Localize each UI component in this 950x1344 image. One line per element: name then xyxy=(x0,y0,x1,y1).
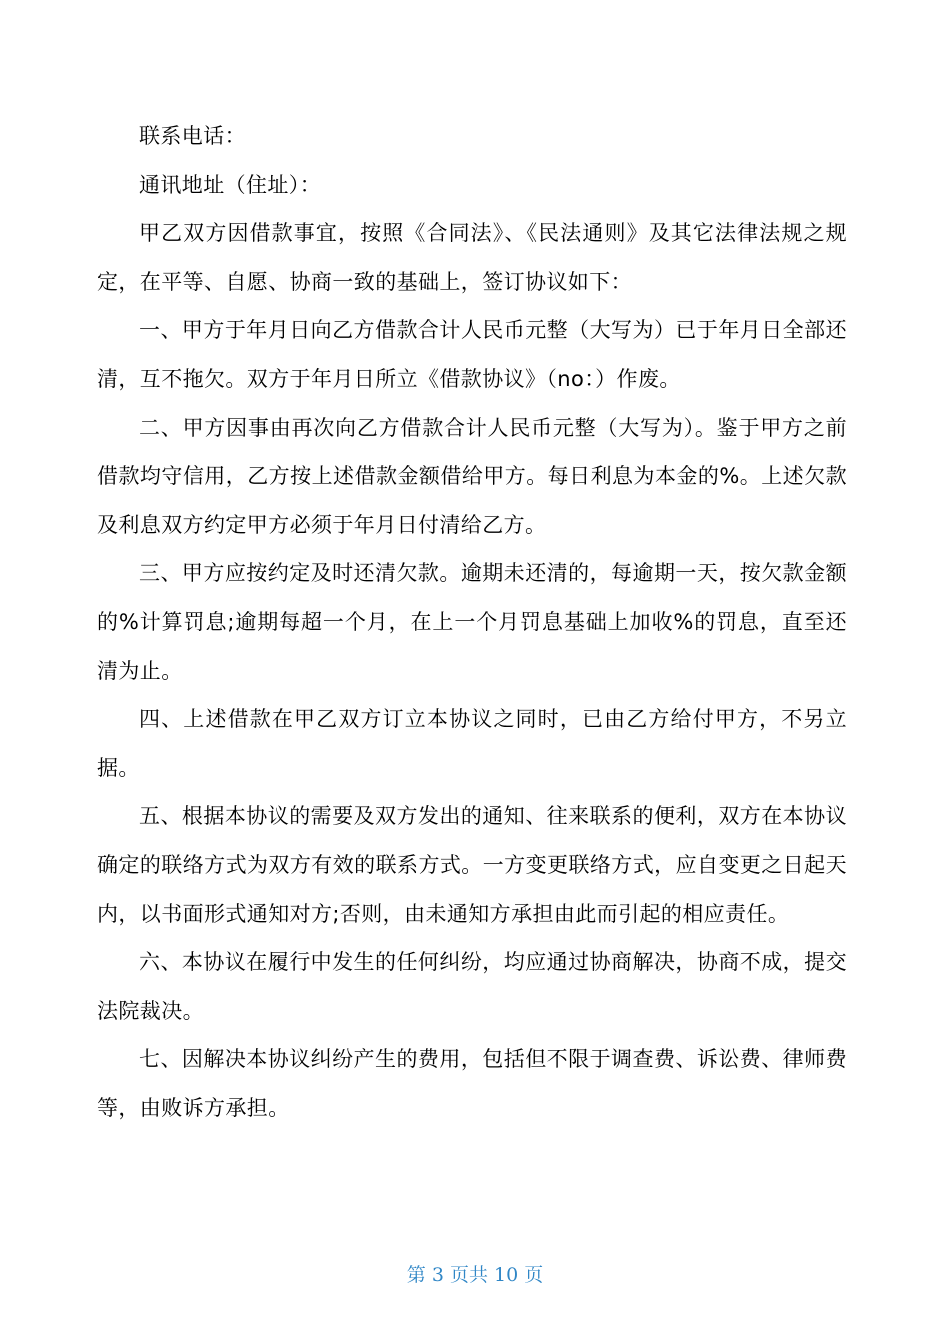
contact-phone-line: 联系电话： xyxy=(139,124,246,148)
clause-6: 六、本协议在履行中发生的任何纠纷，均应通过协商解决，协商不成，提交法院裁决。 xyxy=(97,950,847,1023)
page-number-footer: 第 3 页共 10 页 xyxy=(406,1264,544,1286)
clause-4: 四、上述借款在甲乙双方订立本协议之同时，已由乙方给付甲方，不另立据。 xyxy=(97,707,847,780)
clause-5: 五、根据本协议的需要及双方发出的通知、往来联系的便利，双方在本协议确定的联络方式为双方有效的联系方式。一方变更联络方式，应自变更之日起天内，以书面形式通知对方;否则，由未通知方承担由此而引起的相应责任。 xyxy=(97,804,847,926)
document-body xyxy=(97,112,847,1132)
clause-1: 一、甲方于年月日向乙方借款合计人民币元整（大写为）已于年月日全部还清，互不拖欠。双方于年月日所立《借款协议》（no：）作废。 xyxy=(97,318,847,391)
clause-2: 二、甲方因事由再次向乙方借款合计人民币元整（大写为）。鉴于甲方之前借款均守信用，乙方按上述借款金额借给甲方。每日利息为本金的%。上述欠款及利息双方约定甲方必须于年月日付清给乙方。 xyxy=(97,415,847,537)
preamble-paragraph: 甲乙双方因借款事宜，按照《合同法》、《民法通则》及其它法律法规之规定，在平等、自愿、协商一致的基础上，签订协议如下： xyxy=(97,221,847,294)
clause-3: 三、甲方应按约定及时还清欠款。逾期未还清的，每逾期一天，按欠款金额的%计算罚息;逾期每超一个月，在上一个月罚息基础上加收%的罚息，直至还清为止。 xyxy=(97,561,847,683)
clause-7: 七、因解决本协议纠纷产生的费用，包括但不限于调查费、诉讼费、律师费等，由败诉方承担。 xyxy=(97,1047,847,1120)
mailing-address-line: 通讯地址（住址）： xyxy=(139,172,322,197)
